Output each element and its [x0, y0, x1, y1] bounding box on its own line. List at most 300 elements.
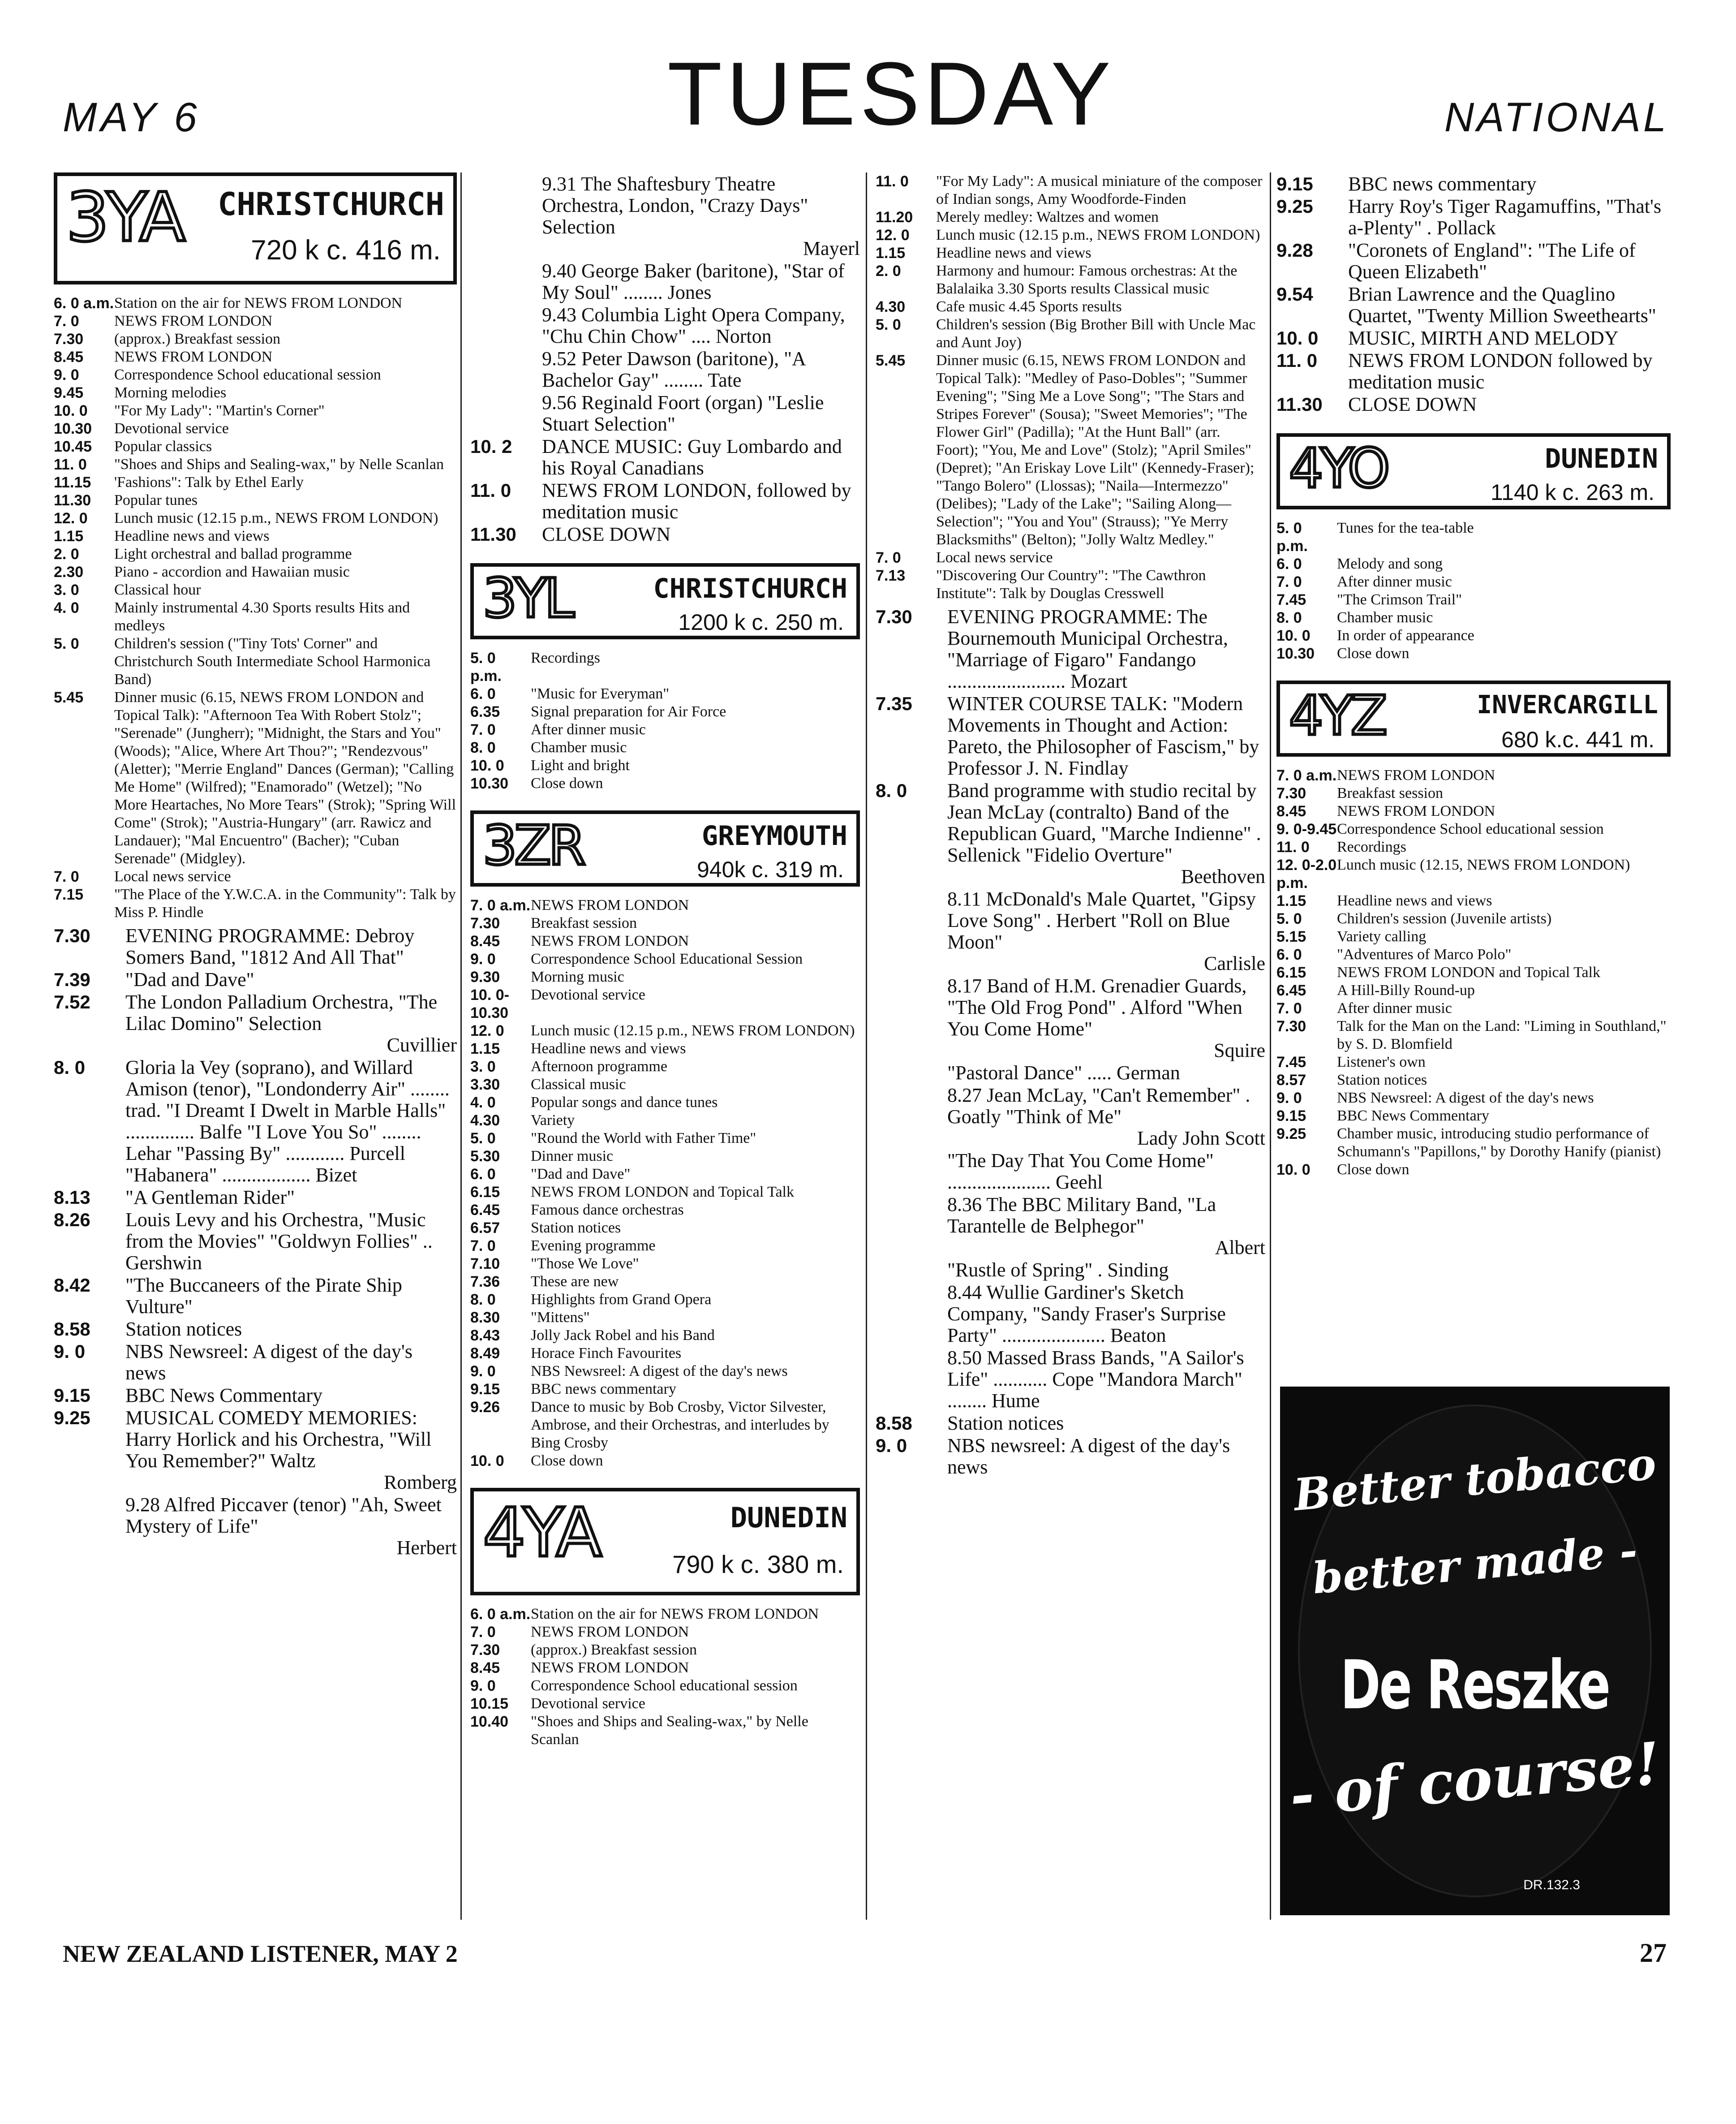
programme-description: Correspondence School educational session	[1337, 821, 1604, 837]
programme-description: Local news service	[114, 868, 231, 885]
programme-entry	[54, 545, 457, 563]
programme-entry	[876, 298, 1265, 316]
programme-description: 8.50 Massed Brass Bands, "A Sailor's Life" ........... Cope "Mandora March" ........ Hume	[947, 1347, 1244, 1412]
programme-description: Headline news and views	[114, 528, 270, 544]
programme-time: 11. 0	[1276, 839, 1310, 856]
programme-time: 11.30	[470, 524, 516, 545]
programme-time: 10. 0	[54, 402, 88, 419]
programme-time	[876, 888, 947, 974]
station-city: CHRISTCHURCH	[218, 186, 444, 223]
programme-entry	[876, 975, 1265, 1061]
programme-description: Merely medley: Waltzes and women	[936, 209, 1159, 225]
programme-description: Breakfast session	[1337, 785, 1444, 801]
programme-description: Dance to music by Bob Crosby, Victor Silvester, Ambrose, and their Orchestras, and interludes by Bing Crosby	[531, 1399, 829, 1451]
programme-entry	[470, 932, 860, 950]
programme-time: 5. 0 p.m.	[1276, 520, 1308, 555]
programme-time	[470, 173, 542, 259]
programme-description: 9.40 George Baker (baritone), "Star of My Soul" ........ Jones	[542, 260, 845, 303]
programme-description: "Shoes and Ships and Sealing-wax," by Nelle Scanlan	[114, 456, 444, 473]
programme-time: 10. 0	[1276, 627, 1311, 644]
programme-composer: Cuvillier	[387, 1034, 457, 1056]
programme-entry	[876, 693, 1265, 779]
programme-time	[470, 304, 542, 347]
programme-description: Variety	[531, 1112, 575, 1129]
programme-time: 7.45	[1276, 1054, 1306, 1071]
programme-time: 6. 0	[1276, 946, 1302, 963]
programme-time: 6.15	[1276, 964, 1306, 981]
station-frequency: 790 k c. 380 m.	[672, 1550, 844, 1578]
programme-time: 7.45	[1276, 591, 1306, 608]
programme-time: 11.15	[54, 474, 91, 491]
programme-description: Horace Finch Favourites	[531, 1345, 682, 1361]
programme-time: 7.30	[1276, 1018, 1306, 1035]
programme-time: 9. 0	[54, 1341, 86, 1362]
programme-description: 9.56 Reginald Foort (organ) "Leslie Stuart Selection"	[542, 392, 824, 435]
programme-entry	[54, 330, 457, 348]
programme-time: 7.39	[54, 969, 90, 990]
programme-description: Close down	[531, 775, 603, 792]
programme-time: 3. 0	[470, 1058, 496, 1075]
programme-description: WINTER COURSE TALK: "Modern Movements in Thought and Action: Pareto, the Philosopher of Fascism," by Professor J. N. Findlay	[947, 693, 1259, 779]
programme-entry	[876, 606, 1265, 692]
programme-description: Dinner music (6.15, NEWS FROM LONDON and Topical Talk): "Afternoon Tea With Robert Stolz"; "Serenade" (Jungherr); "Midnight, the Stars and You" (Woods); "Alice, Where Art Thou?"; "Rendezvous" (Aletter); "Merrie England" Dances (German); "Calling Me Home" (Wilfred); "Enamorado" (Wetzel); "No More Heartaches, No More Tears" (Strok); "Spring Will Come" (Strok); "Austria-Hungary" (arr. Rawicz and Landauer); "Mal Encuentro" (Bacher); "Cuban Serenade" (Midgley).	[114, 689, 456, 867]
programme-description: NBS Newsreel: A digest of the day's news	[1337, 1090, 1594, 1106]
programme-description: Classical hour	[114, 582, 201, 598]
programme-description: "Mittens"	[531, 1309, 590, 1326]
programme-entry	[54, 348, 457, 366]
programme-time: 8.43	[470, 1327, 500, 1344]
column-rule	[866, 172, 867, 1920]
programme-list-4ya	[470, 1605, 860, 1749]
programme-time: 10.45	[54, 438, 92, 455]
programme-time: 3.30	[470, 1076, 500, 1093]
programme-entry	[470, 1219, 860, 1237]
programme-entry	[470, 757, 860, 775]
programme-description: In order of appearance	[1337, 627, 1474, 644]
programme-time: 5. 0 p.m.	[470, 650, 502, 685]
programme-entry	[876, 1150, 1265, 1193]
programme-entry	[470, 1040, 860, 1058]
programme-entry	[54, 420, 457, 438]
programme-description: Devotional service	[114, 420, 229, 437]
programme-description: After dinner music	[531, 721, 646, 738]
advert-code: DR.132.3	[1523, 1878, 1580, 1892]
programme-time: 4.30	[470, 1112, 500, 1129]
programme-description: Close down	[1337, 1161, 1409, 1178]
programme-time: 2. 0	[876, 263, 901, 280]
programme-time: 10. 2	[470, 436, 512, 457]
programme-entry	[54, 886, 457, 922]
programme-entry	[1276, 394, 1671, 415]
programme-description: 9.52 Peter Dawson (baritone), "A Bachelor Gay" ........ Tate	[542, 348, 805, 391]
column-4	[1276, 172, 1671, 1179]
programme-entry	[470, 649, 860, 685]
programme-entry	[1276, 1107, 1671, 1125]
programme-time	[876, 1150, 947, 1193]
page-day-title: TUESDAY	[667, 44, 1115, 144]
programme-time: 3. 0	[54, 582, 79, 599]
programme-time: 7.30	[54, 331, 84, 348]
programme-time: 1.15	[1276, 892, 1306, 909]
programme-entry	[470, 1094, 860, 1112]
programme-list-3yl	[470, 649, 860, 793]
programme-time: 8. 0	[470, 739, 496, 756]
programme-time: 11. 0	[54, 456, 87, 473]
programme-list-3zr	[470, 896, 860, 1470]
programme-time: 5. 0	[1276, 910, 1302, 927]
programme-entry	[470, 1623, 860, 1641]
programme-description: "The Place of the Y.W.C.A. in the Community": Talk by Miss P. Hindle	[114, 886, 456, 921]
programme-time: 7. 0	[1276, 573, 1302, 590]
programme-time: 5.45	[54, 689, 84, 706]
programme-time: 6.57	[470, 1219, 500, 1236]
station-city: GREYMOUTH	[701, 820, 847, 852]
programme-entry	[876, 208, 1265, 226]
programme-entry	[470, 1022, 860, 1040]
programme-time: 9.54	[1276, 284, 1313, 305]
programme-description: "Shoes and Ships and Sealing-wax," by Nelle Scanlan	[531, 1713, 808, 1748]
programme-entry	[1276, 609, 1671, 627]
programme-time: 6. 0	[470, 1166, 496, 1183]
programme-entry	[1276, 1017, 1671, 1053]
station-banner-3zr	[470, 810, 860, 887]
programme-time: 2.30	[54, 564, 84, 581]
programme-description: "Dad and Dave"	[531, 1166, 631, 1182]
programme-description: Afternoon programme	[531, 1058, 667, 1075]
programme-entry	[470, 304, 860, 347]
programme-composer: Albert	[1215, 1236, 1265, 1258]
programme-time: 7.10	[470, 1255, 500, 1272]
station-callsign: 3YA	[66, 179, 183, 257]
programme-description: Harry Roy's Tiger Ragamuffins, "That's a-Plenty" . Pollack	[1348, 195, 1662, 239]
programme-time: 12. 0	[876, 227, 910, 244]
programme-description: Famous dance orchestras	[531, 1202, 684, 1218]
programme-time: 9.25	[54, 1407, 90, 1428]
programme-list-4ya-late	[1276, 173, 1671, 415]
programme-description: Station notices	[125, 1318, 242, 1340]
programme-description: 9.28 Alfred Piccaver (tenor) "Ah, Sweet Mystery of Life" Herbert	[125, 1494, 457, 1559]
programme-time: 7. 0	[876, 549, 901, 566]
programme-time: 7.52	[54, 991, 90, 1012]
programme-description: Headline news and views	[531, 1040, 686, 1057]
programme-composer: Herbert	[396, 1537, 457, 1559]
programme-entry	[876, 1347, 1265, 1412]
programme-list-4yo	[1276, 519, 1671, 663]
programme-time: 7. 0	[470, 1624, 496, 1641]
programme-description: "Adventures of Marco Polo"	[1337, 946, 1512, 963]
programme-description: Chamber music	[1337, 609, 1433, 626]
programme-entry	[876, 244, 1265, 262]
advert-line-2: better made -	[1310, 1525, 1640, 1604]
station-banner-3yl	[470, 563, 860, 639]
programme-time: 8.57	[1276, 1072, 1306, 1089]
programme-description: NEWS FROM LONDON	[1337, 767, 1495, 784]
programme-entry	[470, 1255, 860, 1273]
programme-description: CLOSE DOWN	[1348, 393, 1477, 415]
programme-time: 11. 0	[470, 480, 511, 501]
programme-time: 7.35	[876, 693, 912, 714]
programme-time: 10. 0	[470, 757, 504, 774]
programme-time: 5.30	[470, 1148, 500, 1165]
page-number: 27	[1640, 1938, 1667, 1968]
programme-description: NEWS FROM LONDON	[531, 1624, 689, 1640]
programme-entry	[54, 366, 457, 384]
programme-description: Chamber music, introducing studio performance of Schumann's "Papillons," by Dorothy Hanify (pianist)	[1337, 1125, 1661, 1160]
programme-description: NEWS FROM LONDON	[531, 1659, 689, 1676]
programme-entry	[470, 1362, 860, 1380]
programme-entry	[876, 1413, 1265, 1434]
programme-time: 8.49	[470, 1345, 500, 1362]
programme-time: 7.30	[470, 915, 500, 932]
programme-entry	[470, 1344, 860, 1362]
programme-description: "The Crimson Trail"	[1337, 591, 1462, 608]
programme-time: 2. 0	[54, 546, 79, 563]
station-callsign: 3YL	[483, 568, 572, 630]
programme-entry	[54, 1275, 457, 1318]
programme-entry	[470, 1129, 860, 1147]
programme-description: MUSIC, MIRTH AND MELODY	[1348, 327, 1619, 349]
programme-entry	[470, 260, 860, 303]
programme-time: 7.30	[1276, 785, 1306, 802]
programme-composer: Mayerl	[803, 237, 860, 259]
programme-description: NBS Newsreel: A digest of the day's news	[125, 1340, 413, 1384]
programme-description: Station notices	[531, 1219, 621, 1236]
programme-entry	[54, 1407, 457, 1493]
programme-description: "Music for Everyman"	[531, 685, 670, 702]
programme-list-4yz	[1276, 767, 1671, 1179]
programme-time	[470, 260, 542, 303]
programme-time: 7. 0	[54, 313, 79, 330]
programme-time: 5.45	[876, 352, 906, 369]
programme-time: 7.36	[470, 1273, 500, 1290]
programme-description: "For My Lady": A musical miniature of the composer of Indian songs, Amy Woodforde-Finden	[936, 173, 1263, 207]
network-label: NATIONAL	[1444, 95, 1669, 140]
programme-entry	[876, 780, 1265, 888]
programme-entry	[54, 402, 457, 420]
programme-description: Station on the air for NEWS FROM LONDON	[114, 295, 403, 311]
programme-time: 7.15	[54, 886, 84, 903]
station-city: CHRISTCHURCH	[653, 573, 847, 604]
programme-description: BBC news commentary	[1348, 173, 1537, 195]
programme-entry	[54, 1057, 457, 1186]
programme-description: Lunch music (12.15 p.m., NEWS FROM LONDON)	[531, 1022, 855, 1039]
programme-description: BBC News Commentary	[1337, 1107, 1489, 1124]
programme-description: Children's session (Big Brother Bill with Uncle Mac and Aunt Joy)	[936, 316, 1256, 351]
programme-entry	[470, 1695, 860, 1713]
programme-time	[876, 1062, 947, 1084]
programme-time: 8.26	[54, 1209, 90, 1230]
programme-entry	[1276, 820, 1671, 838]
station-callsign: 4YO	[1289, 438, 1388, 500]
programme-entry	[470, 1273, 860, 1291]
programme-description: "For My Lady": "Martin's Corner"	[114, 402, 325, 419]
programme-description: Harmony and humour: Famous orchestras: At the Balalaika 3.30 Sports results Classical music	[936, 263, 1238, 297]
programme-entry	[54, 456, 457, 474]
programme-entry	[876, 1194, 1265, 1258]
programme-description: A Hill-Billy Round-up	[1337, 982, 1475, 999]
programme-composer: Squire	[1214, 1039, 1265, 1061]
programme-time	[470, 348, 542, 391]
programme-entry	[470, 1058, 860, 1076]
column-rule	[460, 172, 462, 1920]
programme-description: These are new	[531, 1273, 619, 1290]
programme-time	[876, 1085, 947, 1149]
programme-entry	[876, 888, 1265, 974]
programme-entry	[470, 739, 860, 757]
station-frequency: 720 k c. 416 m.	[251, 235, 441, 266]
programme-entry	[1276, 928, 1671, 946]
programme-entry	[54, 868, 457, 886]
programme-description: "Rustle of Spring" . Sinding	[947, 1259, 1169, 1281]
programme-time: 11. 0	[1276, 350, 1318, 371]
programme-time	[876, 1194, 947, 1258]
programme-entry	[470, 392, 860, 435]
programme-description: Headline news and views	[1337, 892, 1492, 909]
programme-time: 9.45	[54, 384, 84, 401]
programme-entry	[470, 1713, 860, 1749]
programme-time: 8.13	[54, 1187, 90, 1208]
programme-list-3ya	[54, 294, 457, 922]
programme-entry	[1276, 284, 1671, 327]
programme-time: 5. 0	[470, 1130, 496, 1147]
programme-description: Correspondence School Educational Session	[531, 951, 803, 967]
programme-entry	[470, 950, 860, 968]
programme-entry	[470, 1147, 860, 1165]
programme-time: 10.15	[470, 1695, 509, 1712]
programme-description: Correspondence School educational session	[114, 366, 381, 383]
programme-entry	[54, 474, 457, 491]
programme-entry	[470, 1452, 860, 1470]
programme-entry	[1276, 1089, 1671, 1107]
programme-entry	[54, 635, 457, 689]
programme-description: NEWS FROM LONDON	[531, 933, 689, 949]
programme-time: 5. 0	[54, 635, 79, 652]
station-banner-4ya	[470, 1488, 860, 1595]
column-rule	[1270, 172, 1271, 1920]
programme-time: 10. 0	[1276, 327, 1319, 349]
programme-description: Louis Levy and his Orchestra, "Music from the Movies" "Goldwyn Follies" .. Gershwin	[125, 1209, 433, 1274]
programme-time: 8. 0	[54, 1057, 86, 1078]
programme-entry	[1276, 892, 1671, 910]
programme-description: EVENING PROGRAMME: Debroy Somers Band, "1812 And All That"	[125, 925, 415, 968]
publication-footer: NEW ZEALAND LISTENER, MAY 2	[63, 1940, 458, 1967]
station-frequency: 1140 k c. 263 m.	[1491, 480, 1654, 505]
station-banner-3ya	[54, 172, 457, 284]
programme-entry	[1276, 964, 1671, 982]
programme-entry	[470, 1605, 860, 1623]
station-callsign: 4YA	[483, 1494, 600, 1572]
programme-description: Mainly instrumental 4.30 Sports results Hits and medleys	[114, 599, 410, 634]
programme-description: Signal preparation for Air Force	[531, 703, 726, 720]
programme-time: 11.20	[876, 209, 913, 226]
station-frequency: 940k c. 319 m.	[697, 857, 844, 882]
programme-entry	[54, 312, 457, 330]
programme-list-4ya-continued	[876, 172, 1265, 603]
programme-description: 8.27 Jean McLay, "Can't Remember" . Goatly "Think of Me" Lady John Scott	[947, 1084, 1265, 1149]
programme-entry	[1276, 802, 1671, 820]
programme-time: 8. 0	[1276, 609, 1302, 626]
programme-time: 10. 0	[1276, 1161, 1311, 1178]
programme-entry	[1276, 645, 1671, 663]
programme-entry	[876, 226, 1265, 244]
programme-description: 9.43 Columbia Light Opera Company, "Chu Chin Chow" .... Norton	[542, 304, 845, 347]
programme-description: Headline news and views	[936, 245, 1091, 261]
programme-time	[876, 1282, 947, 1346]
programme-time: 4. 0	[54, 599, 79, 616]
programme-time: 10.40	[470, 1713, 509, 1730]
programme-description: Chamber music	[531, 739, 627, 756]
programme-entry	[54, 491, 457, 509]
programme-description: Brian Lawrence and the Quaglino Quartet, "Twenty Million Sweethearts"	[1348, 283, 1656, 327]
programme-entry	[54, 991, 457, 1056]
column-3	[876, 172, 1265, 1479]
programme-entry	[54, 509, 457, 527]
programme-entry	[470, 1398, 860, 1452]
programme-time: 1.15	[470, 1040, 500, 1057]
programme-entry	[876, 1435, 1265, 1478]
programme-time: 11. 0	[876, 173, 909, 190]
programme-time: 8.30	[470, 1309, 500, 1326]
programme-entry	[876, 1259, 1265, 1281]
programme-time: 6. 0	[470, 685, 496, 702]
station-frequency: 680 k.c. 441 m.	[1501, 727, 1654, 752]
programme-time: 7. 0	[470, 1237, 496, 1254]
station-frequency: 1200 k c. 250 m.	[678, 610, 844, 635]
programme-time: 10.30	[470, 775, 509, 792]
programme-entry	[54, 527, 457, 545]
programme-description: NEWS FROM LONDON	[114, 313, 273, 329]
programme-description: Light orchestral and ballad programme	[114, 546, 352, 562]
station-banner-4yz	[1276, 681, 1671, 757]
programme-description: Melody and song	[1337, 556, 1443, 572]
programme-entry	[1276, 838, 1671, 856]
programme-time: 10. 0	[470, 1452, 504, 1469]
programme-time: 9.25	[1276, 1125, 1306, 1142]
programme-entry	[1276, 1071, 1671, 1089]
programme-entry	[470, 1327, 860, 1344]
programme-list-3ya-continued	[470, 173, 860, 545]
programme-entry	[470, 436, 860, 479]
programme-time: 10.30	[54, 420, 92, 437]
programme-entry	[470, 173, 860, 259]
programme-description: Devotional service	[531, 987, 645, 1003]
programme-description: Children's session ("Tiny Tots' Corner" and Christchurch South Intermediate School Harmonica Band)	[114, 635, 431, 688]
programme-description: Talk for the Man on the Land: "Liming in Southland," by S. D. Blomfield	[1337, 1018, 1667, 1052]
programme-time: 10. 0-10.30	[470, 987, 509, 1021]
programme-entry	[470, 480, 860, 523]
programme-description: Gloria la Vey (soprano), and Willard Amison (tenor), "Londonderry Air" ........ trad. "I Dreamt I Dwelt in Marble Halls" .............. Balfe "I Love You So" ........ Lehar "Passing By" ............ Purcell "Habanera" .................. Bizet	[125, 1056, 450, 1186]
programme-time: 12. 0	[470, 1022, 504, 1039]
programme-entry	[876, 1062, 1265, 1084]
programme-time: 9. 0	[470, 1363, 496, 1380]
programme-description: NEWS FROM LONDON and Topical Talk	[531, 1184, 794, 1200]
programme-entry	[1276, 784, 1671, 802]
programme-description: Morning music	[531, 969, 624, 985]
programme-description: Popular tunes	[114, 492, 198, 508]
programme-time: 10.30	[1276, 645, 1315, 662]
station-city: DUNEDIN	[1545, 443, 1658, 474]
programme-description: Listener's own	[1337, 1054, 1426, 1070]
programme-description: "The Day That You Come Home" ..................... Geehl	[947, 1150, 1214, 1193]
programme-description: "Dad and Dave"	[125, 969, 254, 991]
page-date: MAY 6	[63, 95, 201, 140]
programme-description: Classical music	[531, 1076, 626, 1093]
programme-description: NEWS FROM LONDON and Topical Talk	[1337, 964, 1600, 981]
programme-entry	[1276, 173, 1671, 195]
programme-time: 9. 0-9.45	[1276, 821, 1337, 838]
programme-entry	[470, 703, 860, 721]
programme-description: Cafe music 4.45 Sports results	[936, 298, 1122, 315]
